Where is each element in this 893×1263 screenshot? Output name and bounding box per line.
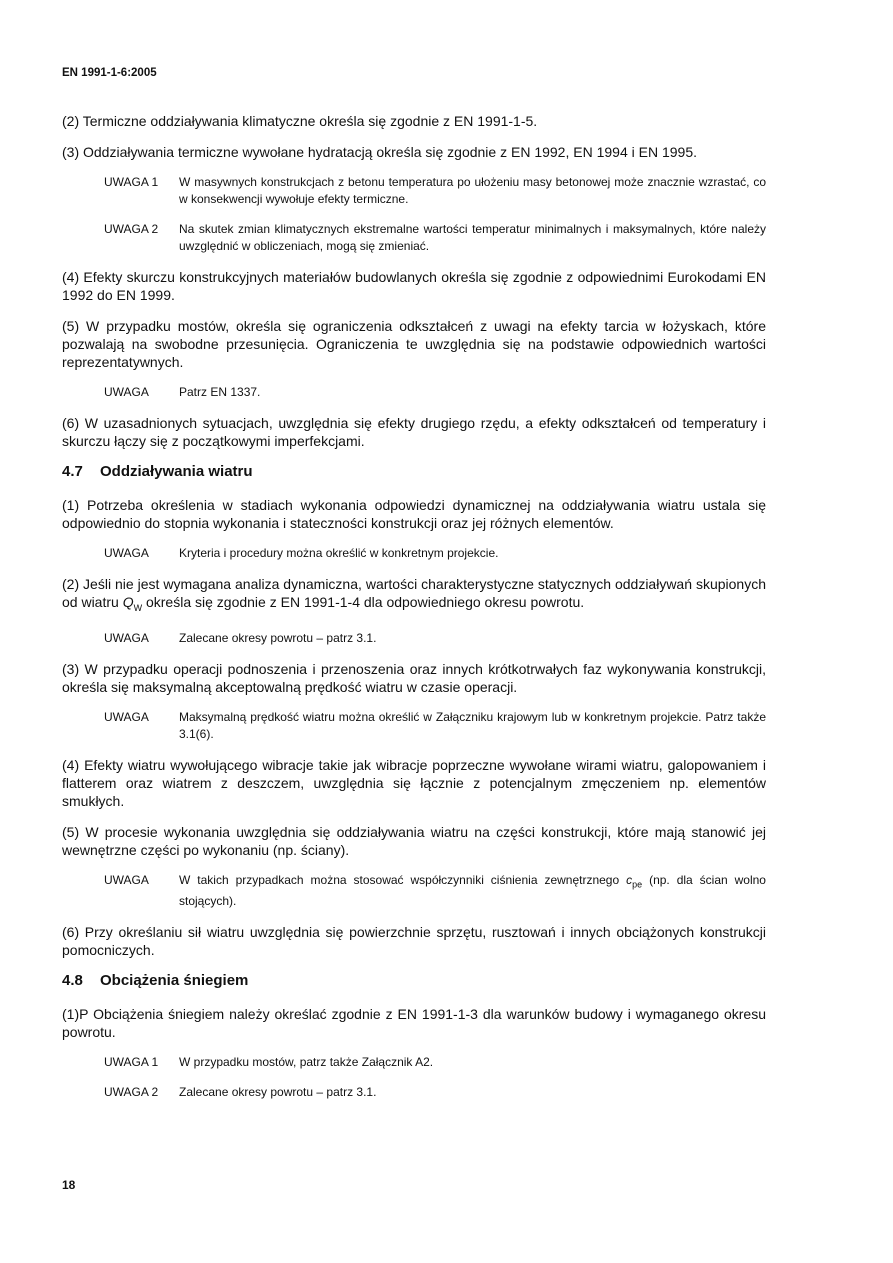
paragraph: (2) Termiczne oddziaływania klimatyczne określa się zgodnie z EN 1991-1-5. — [62, 113, 538, 129]
note — [104, 545, 766, 562]
note-label: UWAGA 1 — [104, 175, 159, 189]
paragraph-text: określa się zgodnie z EN 1991-1-4 dla odpowiedniego okresu powrotu. — [142, 594, 585, 610]
symbol-c: c — [626, 872, 633, 887]
symbol-q: Q — [122, 594, 134, 610]
note-text: Patrz EN 1337. — [179, 385, 261, 399]
note — [104, 174, 766, 208]
paragraph: (6) Przy określaniu sił wiatru uwzględnia się powierzchnie sprzętu, rusztowań i innych obciążonych konstrukcji pomocniczych. — [62, 924, 766, 959]
page-number: 18 — [62, 1178, 76, 1192]
note-label: UWAGA — [104, 709, 149, 724]
section-number: 4.7 — [62, 463, 83, 480]
note-label: UWAGA — [104, 872, 149, 887]
paragraph: (1)P Obciążenia śniegiem należy określać zgodnie z EN 1991-1-3 dla warunków budowy i wymaganego okresu powrotu. — [62, 1006, 766, 1041]
section-heading — [62, 972, 766, 989]
note — [104, 872, 766, 910]
paragraph: (4) Efekty skurczu konstrukcyjnych materiałów budowlanych określa się zgodnie z odpowiednimi Eurokodami EN 1992 do EN 1999. — [62, 269, 766, 303]
page-body — [62, 112, 766, 1114]
note-text: Kryteria i procedury można określić w konkretnym projekcie. — [179, 546, 499, 560]
note-text — [179, 872, 766, 910]
note-label: UWAGA — [104, 546, 149, 560]
note — [104, 1084, 766, 1101]
note-text-part: (np. dla ścian wolno stojących). — [179, 872, 766, 909]
paragraph: (4) Efekty wiatru wywołującego wibracje takie jak wibracje poprzeczne wywołane wirami wiatru, galopowaniem i flatterem oraz wiatrem z deszczem, uwzględnia się łącznie z potencjalnym zmęczeniem np. elementów smukłych. — [62, 756, 766, 809]
section-title: Oddziaływania wiatru — [100, 463, 253, 480]
note — [104, 1054, 766, 1071]
note-text-part: W takich przypadkach można stosować współczynniki ciśnienia zewnętrznego — [179, 872, 627, 887]
note-label: UWAGA — [104, 630, 149, 645]
document-id: EN 1991-1-6:2005 — [62, 67, 157, 79]
note-text: Na skutek zmian klimatycznych ekstremalne wartości temperatur minimalnych i maksymalnych, które należy uwzględnić w obliczeniach, mogą się zmieniać. — [179, 222, 766, 253]
paragraph: (3) W przypadku operacji podnoszenia i przenoszenia oraz innych krótkotrwałych faz wykonywania konstrukcji, określa się maksymalną akceptowalną prędkość wiatru w czasie operacji. — [62, 660, 766, 695]
note-text: Maksymalną prędkość wiatru można określić w Załączniku krajowym lub w konkretnym projekcie. Patrz także 3.1(6). — [179, 709, 766, 741]
paragraph: (3) Oddziaływania termiczne wywołane hydratacją określa się zgodnie z EN 1992, EN 1994 i EN 1995. — [62, 144, 697, 160]
note — [104, 221, 766, 255]
symbol-subscript: pe — [632, 879, 643, 890]
note-label: UWAGA — [104, 385, 149, 399]
note — [104, 630, 766, 647]
paragraph: (5) W przypadku mostów, określa się ograniczenia odkształceń z uwagi na efekty tarcia w łożyskach, które pozwalają na swobodne przesunięcia. Ograniczenia te uwzględnia się na podstawie odpowiednich wartości reprezentatywnych. — [62, 318, 766, 370]
note — [104, 709, 766, 743]
note-text: Zalecane okresy powrotu – patrz 3.1. — [179, 1085, 377, 1100]
note-label: UWAGA 1 — [104, 1055, 159, 1070]
symbol-subscript: W — [133, 602, 143, 613]
note-label: UWAGA 2 — [104, 1085, 159, 1100]
paragraph — [62, 575, 766, 617]
paragraph: (1) Potrzeba określenia w stadiach wykonania odpowiedzi dynamicznej na oddziaływania wiatru ustala się odpowiednio do stopnia wykonania i stateczności konstrukcji oraz jej różnych elementów. — [62, 497, 766, 531]
note-text: W masywnych konstrukcjach z betonu temperatura po ułożeniu masy betonowej może znacznie wzrastać, co w konsekwencji wywołuje efekty termiczne. — [179, 175, 766, 206]
note-text: Zalecane okresy powrotu – patrz 3.1. — [179, 630, 377, 645]
paragraph-text: (2) Jeśli nie jest wymagana analiza dynamiczna, wartości charakterystyczne statycznych oddziaływań skupionych od wiatru — [62, 576, 766, 610]
note — [104, 384, 766, 401]
paragraph: (6) W uzasadnionych sytuacjach, uwzględnia się efekty drugiego rzędu, a efekty odkształceń od temperatury i skurczu łączy się z początkowymi imperfekcjami. — [62, 415, 766, 449]
paragraph: (5) W procesie wykonania uwzględnia się oddziaływania wiatru na części konstrukcji, które mają stanowić jej wewnętrzne części po wykonaniu (np. ściany). — [62, 823, 766, 858]
note-label: UWAGA 2 — [104, 222, 159, 236]
section-title: Obciążenia śniegiem — [100, 972, 249, 990]
section-heading — [62, 463, 766, 480]
note-text: W przypadku mostów, patrz także Załącznik A2. — [179, 1055, 434, 1070]
section-number: 4.8 — [62, 972, 83, 990]
